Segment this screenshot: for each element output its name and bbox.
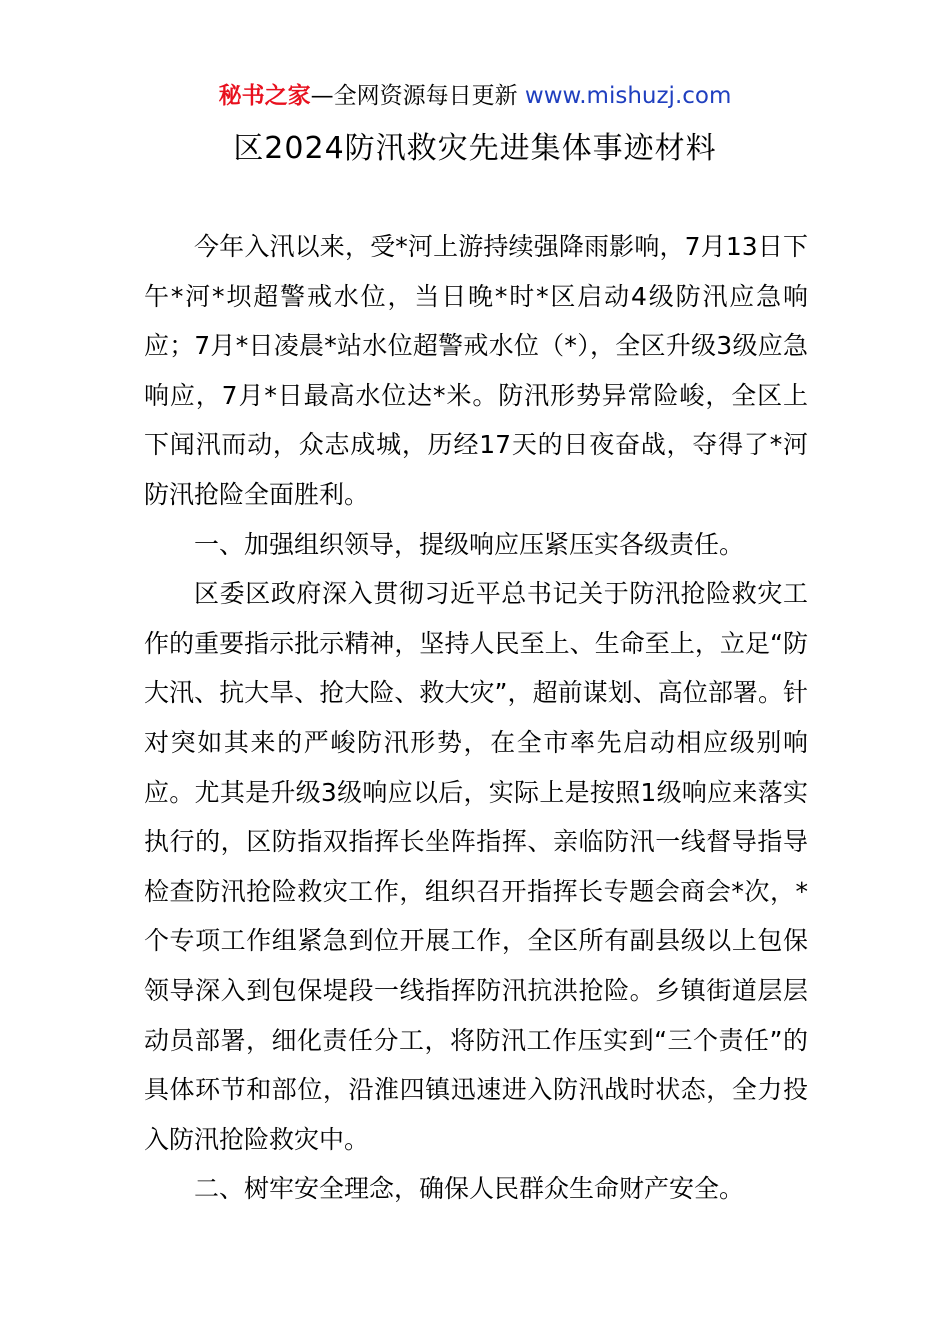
document-body [144, 222, 808, 1214]
section-heading-2: 二、树牢安全理念，确保人民群众生命财产安全。 [194, 1174, 745, 1204]
site-url-link[interactable]: www.mishuzj.com [524, 83, 732, 109]
intro-paragraph: 今年入汛以来，受*河上游持续强降雨影响，7月13日下午*河*坝超警戒水位，当日晚*时*区启动4级防汛应急响应；7月*日凌晨*站水位超警戒水位（*），全区升级3级应急响应，7月*日最高水位达*米。防汛形势异常险峻，全区上下闻汛而动，众志成城，历经17天的日夜奋战，夺得了*河防汛抢险全面胜利。 [144, 232, 808, 509]
document-title: 区2024防汛救灾先进集体事迹材料 [233, 131, 717, 166]
section-heading-1: 一、加强组织领导，提级响应压紧压实各级责任。 [194, 529, 745, 559]
brand-name: 秘书之家 [218, 83, 311, 109]
watermark-header [0, 80, 950, 112]
header-tagline: —全网资源每日更新 [310, 83, 525, 109]
section-paragraph-1: 区委区政府深入贯彻习近平总书记关于防汛抢险救灾工作的重要指示批示精神，坚持人民至上、生命至上，立足“防大汛、抗大旱、抢大险、救大灾”，超前谋划、高位部署。针对突如其来的严峻防汛形势，在全市率先启动相应级别响应。尤其是升级3级响应以后，实际上是按照1级响应来落实执行的，区防指双指挥长坐阵指挥、亲临防汛一线督导指导检查防汛抢险救灾工作，组织召开指挥长专题会商会*次，*个专项工作组紧急到位开展工作，全区所有副县级以上包保领导深入到包保堤段一线指挥防汛抗洪抢险。乡镇街道层层动员部署，细化责任分工，将防汛工作压实到“三个责任”的具体环节和部位，沿淮四镇迅速进入防汛战时状态，全力投入防汛抢险救灾中。 [144, 579, 808, 1154]
